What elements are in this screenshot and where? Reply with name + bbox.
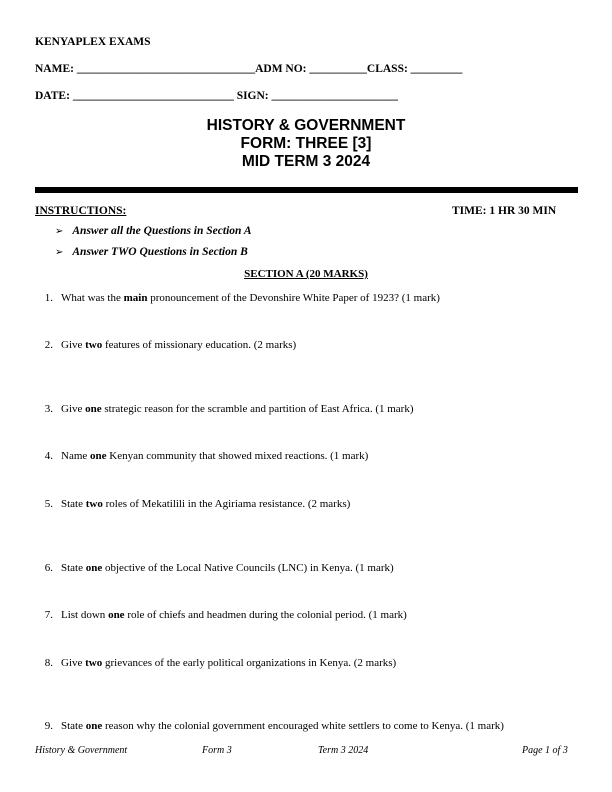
footer-form: Form 3 xyxy=(202,745,232,756)
date-label: DATE: xyxy=(35,90,70,102)
class-field[interactable]: _________ xyxy=(410,63,463,75)
class-label: CLASS: xyxy=(366,63,408,75)
sign-field[interactable]: ______________________ xyxy=(271,90,399,102)
question-item: 6. State one objective of the Local Native Councils (LNC) in Kenya. (1 mark) xyxy=(44,562,394,574)
question-item: 2. Give two features of missionary education. (2 marks) xyxy=(44,339,297,351)
question-item: 8. Give two grievances of the early political organizations in Kenya. (2 marks) xyxy=(44,657,397,669)
instruction-item: ➢ Answer all the Questions in Section A xyxy=(55,225,252,237)
question-item: 9. State one reason why the colonial government encouraged white settlers to come to Kenya. (1 mark) xyxy=(44,720,504,732)
footer-term: Term 3 2024 xyxy=(318,745,369,756)
question-item: 7. List down one role of chiefs and headmen during the colonial period. (1 mark) xyxy=(44,609,407,621)
exam-term-title: MID TERM 3 2024 xyxy=(241,153,371,170)
footer-subject: History & Government xyxy=(35,745,128,756)
date-field[interactable]: ____________________________ xyxy=(72,90,234,102)
instruction-item: ➢ Answer TWO Questions in Section B xyxy=(55,246,248,258)
name-label: NAME: xyxy=(35,63,74,75)
title-divider xyxy=(35,187,578,193)
question-item: 4. Name one Kenyan community that showed mixed reactions. (1 mark) xyxy=(44,450,369,462)
school-name: KENYAPLEX EXAMS xyxy=(35,36,151,48)
exam-subject-title: HISTORY & GOVERNMENT xyxy=(206,117,406,134)
exam-form-title: FORM: THREE [3] xyxy=(240,135,372,152)
question-item: 5. State two roles of Mekatilili in the Agiriama resistance. (2 marks) xyxy=(44,498,351,510)
question-item: 1. What was the main pronouncement of the Devonshire White Paper of 1923? (1 mark) xyxy=(44,292,440,304)
instructions-heading: INSTRUCTIONS: xyxy=(35,205,127,217)
question-item: 3. Give one strategic reason for the scramble and partition of East Africa. (1 mark) xyxy=(44,403,414,415)
name-row xyxy=(35,63,462,75)
arrow-bullet-icon: ➢ xyxy=(55,247,64,258)
sign-label: SIGN: xyxy=(236,90,269,102)
footer-page-number: Page 1 of 3 xyxy=(522,745,568,756)
name-field[interactable]: _______________________________ xyxy=(76,63,256,75)
date-row xyxy=(35,90,398,102)
time-allowed: TIME: 1 HR 30 MIN xyxy=(452,205,557,217)
section-a-heading: SECTION A (20 MARKS) xyxy=(244,268,368,280)
adm-field[interactable]: __________ xyxy=(309,63,367,75)
adm-label: ADM NO: xyxy=(255,63,307,75)
arrow-bullet-icon: ➢ xyxy=(55,226,64,237)
